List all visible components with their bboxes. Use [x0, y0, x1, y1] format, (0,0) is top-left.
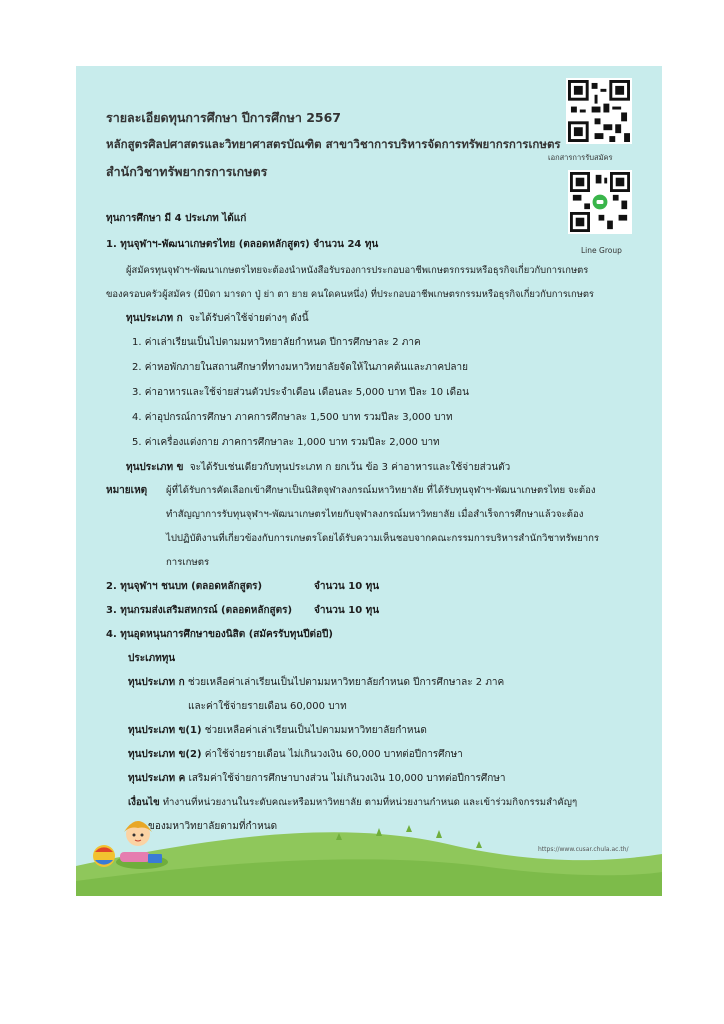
scholarship-4-type-a	[128, 676, 504, 690]
condition-label: เงื่อนไข	[128, 797, 160, 808]
note-line-4: การเกษตร	[166, 557, 210, 568]
scholarship-3-title: 3. ทุนกรมส่งเสริมสหกรณ์ (ตลอดหลักสูตร)	[106, 605, 293, 616]
scholarship-4-title: 4. ทุนอุดหนุนการศึกษาของนิสิต (สมัครรับทุนปีต่อปี)	[106, 629, 333, 640]
benefit-item-1: 1. ค่าเล่าเรียนเป็นไปตามมหาวิทยาลัยกำหนด ปีการศึกษาละ 2 ภาค	[132, 337, 421, 348]
benefit-item-3: 3. ค่าอาหารและใช้จ่ายส่วนตัวประจำเดือน เดือนละ 5,000 บาท ปีละ 10 เดือน	[132, 387, 469, 398]
type-b2-label: ทุนประเภท ข(2)	[128, 749, 202, 760]
scholarship-4-type-b1	[128, 724, 427, 738]
scholarship-1-desc-line-2: ของครอบครัวผู้สมัคร (มีบิดา มารดา ปู่ ย่า ตา ยาย คนใดคนหนึ่ง) ที่ประกอบอาชีพเกษตรกรรมหรือธุรกิจเกี่ยวกับการเกษตร	[106, 289, 594, 300]
scholarship-4-type-a-line-2: และค่าใช้จ่ายรายเดือน 60,000 บาท	[188, 701, 347, 712]
intro-heading: ทุนการศึกษา มี 4 ประเภท ได้แก่	[106, 213, 247, 224]
type-a-text: ช่วยเหลือค่าเล่าเรียนเป็นไปตามมหาวิทยาลัยกำหนด ปีการศึกษาละ 2 ภาค	[187, 677, 505, 688]
scholarship-poster	[76, 66, 662, 896]
note-line-3: ไปปฏิบัติงานที่เกี่ยวข้องกับการเกษตรโดยได้รับความเห็นชอบจากคณะกรรมการบริหารสำนักวิชาทรัพยากร	[166, 533, 600, 544]
benefit-item-2: 2. ค่าหอพักภายในสถานศึกษาที่ทางมหาวิทยาลัยจัดให้ในภาคต้นและภาคปลาย	[132, 362, 468, 373]
scholarship-2-count: จำนวน 10 ทุน	[314, 581, 380, 592]
child-reading-icon	[90, 804, 180, 874]
scholarship-4-condition-line-2: ของมหาวิทยาลัยตามที่กำหนด	[148, 821, 278, 832]
qr-pattern-icon	[570, 172, 630, 232]
scholarship-1-title: 1. ทุนจุฬาฯ-พัฒนาเกษตรไทย (ตลอดหลักสูตร) จำนวน 24 ทุน	[106, 239, 379, 250]
title-line-1: รายละเอียดทุนการศึกษา ปีการศึกษา 2567	[106, 110, 341, 125]
type-c-text: เสริมค่าใช้จ่ายการศึกษาบางส่วน ไม่เกินวงเงิน 10,000 บาทต่อปีการศึกษา	[188, 773, 506, 784]
note-label: หมายเหตุ	[106, 485, 148, 496]
scholarship-1-desc-line-1: ผู้สมัครทุนจุฬาฯ-พัฒนาเกษตรไทยจะต้องนำหนังสือรับรองการประกอบอาชีพเกษตรกรรมหรือธุรกิจเกี่ยวกับการเกษตร	[126, 265, 589, 276]
registration-qr-code[interactable]	[566, 78, 632, 144]
scholarship-3-count: จำนวน 10 ทุน	[314, 605, 380, 616]
note-line-2: ทำสัญญาการรับทุนจุฬาฯ-พัฒนาเกษตรไทยกับจุฬาลงกรณ์มหาวิทยาลัย เมื่อสำเร็จการศึกษาแล้วจะต้อง	[166, 509, 584, 520]
registration-qr-caption: เอกสารการรับสมัคร	[548, 153, 613, 162]
title-line-3: สำนักวิชาทรัพยากรการเกษตร	[106, 164, 268, 179]
type-a-label: ทุนประเภท ก	[128, 677, 185, 688]
condition-text: ทำงานที่หน่วยงานในระดับคณะหรือมหาวิทยาลัย ตามที่หน่วยงานกำหนด และเข้าร่วมกิจกรรมสำคัญๆ	[162, 797, 578, 808]
type-a-text: จะได้รับค่าใช้จ่ายต่างๆ ดังนี้	[189, 313, 309, 324]
benefit-item-5: 5. ค่าเครื่องแต่งกาย ภาคการศึกษาละ 1,000 บาท รวมปีละ 2,000 บาท	[132, 437, 440, 448]
scholarship-4-type-b2	[128, 748, 463, 762]
title-line-2: หลักสูตรศิลปศาสตรและวิทยาศาสตรบัณฑิต สาขาวิชาการบริหารจัดการทรัพยากรการเกษตร	[106, 137, 561, 151]
type-b1-label: ทุนประเภท ข(1)	[128, 725, 202, 736]
note-line-1: ผู้ที่ได้รับการคัดเลือกเข้าศึกษาเป็นนิสิตจุฬาลงกรณ์มหาวิทยาลัย ที่ได้รับทุนจุฬาฯ-พัฒนาเกษตรไทย จะต้อง	[166, 485, 596, 496]
scholarship-4-types-heading: ประเภททุน	[128, 653, 176, 664]
line-group-caption: Line Group	[581, 246, 622, 255]
type-b2-text: ค่าใช้จ่ายรายเดือน ไม่เกินวงเงิน 60,000 บาทต่อปีการศึกษา	[204, 749, 463, 760]
scholarship-1-type-a	[126, 312, 309, 326]
type-c-label: ทุนประเภท ค	[128, 773, 186, 784]
line-group-qr-code[interactable]	[568, 170, 632, 234]
benefit-item-4: 4. ค่าอุปกรณ์การศึกษา ภาคการศึกษาละ 1,500 บาท รวมปีละ 3,000 บาท	[132, 412, 453, 423]
type-b-label: ทุนประเภท ข	[126, 462, 184, 473]
type-a-label: ทุนประเภท ก	[126, 313, 183, 324]
type-b-text: จะได้รับเช่นเดียวกับทุนประเภท ก ยกเว้น ข้อ 3 ค่าอาหารและใช้จ่ายส่วนตัว	[189, 462, 511, 473]
qr-pattern-icon	[568, 80, 630, 142]
scholarship-2-title: 2. ทุนจุฬาฯ ชนบท (ตลอดหลักสูตร)	[106, 581, 263, 592]
scholarship-4-type-c	[128, 772, 505, 786]
scholarship-1-type-b	[126, 461, 510, 475]
footer-url[interactable]: https://www.cusar.chula.ac.th/	[538, 846, 629, 853]
type-b1-text: ช่วยเหลือค่าเล่าเรียนเป็นไปตามมหาวิทยาลัยกำหนด	[204, 725, 427, 736]
